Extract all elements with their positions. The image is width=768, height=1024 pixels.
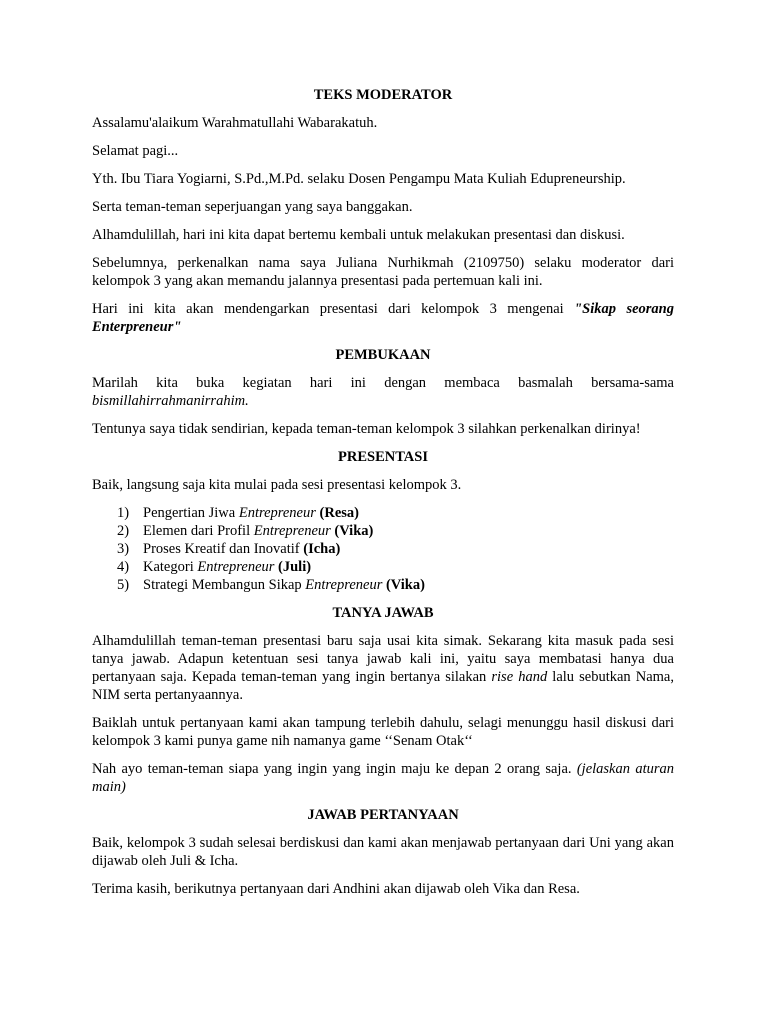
- list-item: [92, 504, 674, 522]
- list-item-presenter: (Vika): [385, 577, 425, 593]
- rise-hand-italic: rise hand: [491, 669, 548, 685]
- answer-first-text: Baik, kelompok 3 sudah selesai berdiskusi dan kami akan menjawab pertanyaan dari Uni yang akan dijawab oleh Juli & Icha.: [92, 835, 674, 869]
- moderator-intro-text: Sebelumnya, perkenalkan nama saya Juliana Nurhikmah (2109750) selaku moderator dari kelompok 3 yang akan memandu jalannya presentasi pada pertemuan kali ini.: [92, 255, 674, 289]
- game-invite-text: Nah ayo teman-teman siapa yang ingin yang ingin maju ke depan 2 orang saja.: [92, 761, 577, 777]
- list-item-text: [143, 558, 311, 576]
- greeting-text: Assalamu'alaikum Warahmatullahi Wabarakatuh.: [92, 115, 378, 131]
- list-item-label: Elemen dari Profil: [143, 523, 254, 539]
- friends-address-text: Serta teman-teman seperjuangan yang saya banggakan.: [92, 199, 413, 215]
- list-item: [92, 576, 674, 594]
- presentation-topic-list: [92, 504, 674, 594]
- list-item-label: Kategori: [143, 559, 198, 575]
- game-invite-paragraph: [92, 760, 674, 796]
- tanya-jawab-heading: TANYA JAWAB: [332, 605, 434, 621]
- list-item-text: [143, 522, 373, 540]
- topic-title-text: "Sikap seorang Enterpreneur": [92, 301, 674, 335]
- list-item-label: Proses Kreatif dan Inovatif: [143, 541, 304, 557]
- qa-rules-paragraph: [92, 632, 674, 704]
- list-item-number: 3): [117, 541, 130, 557]
- list-item-text: [143, 576, 425, 594]
- qa-rules-text: Alhamdulillah teman-teman presentasi baru saja usai kita simak. Sekarang kita masuk pada sesi tanya jawab. Adapun ketentuan sesi tanya jawab kali ini, yaitu saya membatasi hanya dua pertanyaan saja. Kepada teman-teman yang ingin bertanya silakan: [92, 633, 674, 685]
- list-item-label: Pengertian Jiwa: [143, 505, 239, 521]
- presentasi-heading: PRESENTASI: [338, 449, 428, 465]
- pembukaan-heading: PEMBUKAAN: [335, 347, 431, 363]
- basmalah-text: Marilah kita buka kegiatan hari ini dengan membaca basmalah bersama-sama: [92, 375, 674, 391]
- basmalah-italic-text: bismillahirrahmanirrahim.: [92, 393, 249, 409]
- basmalah-paragraph: [92, 374, 674, 410]
- list-item-number: 4): [117, 559, 130, 575]
- list-item: [92, 522, 674, 540]
- list-item-presenter: (Vika): [334, 523, 374, 539]
- list-item-number: 5): [117, 577, 130, 593]
- list-item-italic: Entrepreneur: [197, 559, 275, 575]
- list-item-italic: Entrepreneur: [253, 523, 331, 539]
- document-title: TEKS MODERATOR: [313, 87, 453, 103]
- list-item-text: [143, 540, 340, 558]
- topic-paragraph: [92, 300, 674, 336]
- document-page: [92, 86, 674, 908]
- list-item-presenter: (Juli): [278, 559, 312, 575]
- presentasi-intro-text: Baik, langsung saja kita mulai pada sesi presentasi kelompok 3.: [92, 477, 462, 493]
- list-item-presenter: (Icha): [303, 541, 341, 557]
- game-rules-note: (jelaskan aturan main): [92, 761, 674, 795]
- list-item: [92, 558, 674, 576]
- list-item-italic: Entrepreneur: [238, 505, 316, 521]
- list-item-number: 1): [117, 505, 130, 521]
- alhamdulillah-text: Alhamdulillah, hari ini kita dapat bertemu kembali untuk melakukan presentasi dan diskusi.: [92, 227, 625, 243]
- list-item-text: [143, 504, 359, 522]
- self-intro-request-text: Tentunya saya tidak sendirian, kepada teman-teman kelompok 3 silahkan perkenalkan dirinya!: [92, 421, 641, 437]
- lecturer-address-text: Yth. Ibu Tiara Yogiarni, S.Pd.,M.Pd. selaku Dosen Pengampu Mata Kuliah Edupreneurship.: [92, 171, 626, 187]
- list-item-italic: Entrepreneur: [305, 577, 383, 593]
- list-item-number: 2): [117, 523, 130, 539]
- answer-second-text: Terima kasih, berikutnya pertanyaan dari Andhini akan dijawab oleh Vika dan Resa.: [92, 881, 580, 897]
- list-item: [92, 540, 674, 558]
- game-intro-text: Baiklah untuk pertanyaan kami akan tampung terlebih dahulu, selagi menunggu hasil diskusi dari kelompok 3 kami punya game nih namanya game ‘‘Senam Otak‘‘: [92, 715, 674, 749]
- jawab-pertanyaan-heading: JAWAB PERTANYAAN: [307, 807, 459, 823]
- morning-greeting-text: Selamat pagi...: [92, 143, 179, 159]
- qa-rules-end-text: lalu sebutkan Nama, NIM serta pertanyaannya.: [92, 669, 674, 703]
- list-item-label: Strategi Membangun Sikap: [143, 577, 306, 593]
- list-item-presenter: (Resa): [319, 505, 359, 521]
- topic-prefix-text: Hari ini kita akan mendengarkan presentasi dari kelompok 3 mengenai: [92, 301, 575, 317]
